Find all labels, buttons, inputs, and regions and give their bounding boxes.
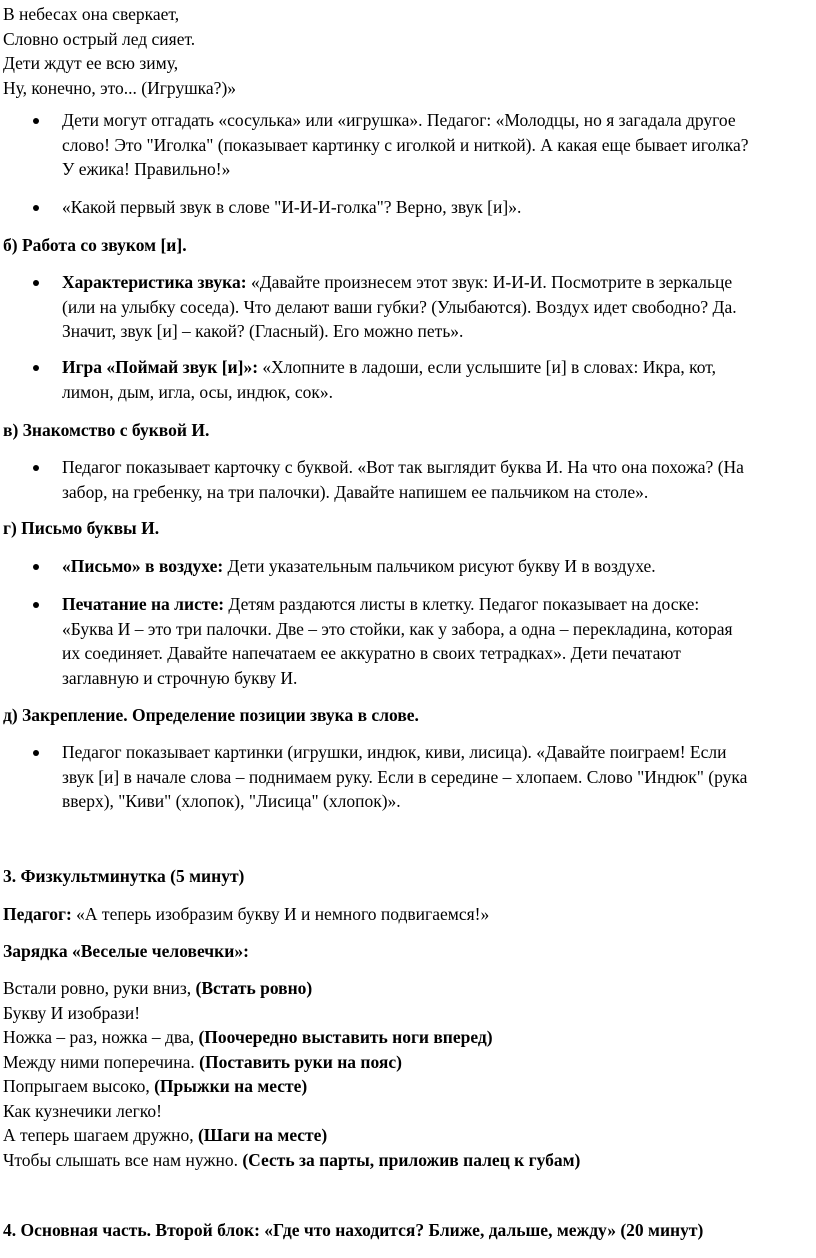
list-item-line [62,270,816,295]
list-item-line: Педагог показывает картинки (игрушки, индюк, киви, лисица). «Давайте поиграем! Если [62,742,727,762]
item-label: Печатание на листе: [62,594,225,614]
list-item [0,195,816,220]
rhyme-line [3,1123,580,1148]
exercise-heading: Зарядка «Веселые человечки»: [3,941,249,961]
list-item-line [62,592,816,617]
list-item-line: звук [и] в начале слова – поднимаем руку. Если в середине – хлопаем. Слово "Индюк" (рука [62,766,748,787]
list-item [0,270,816,344]
rhyme-line [3,1001,580,1026]
section-heading: 3. Физкультминутка (5 минут) [3,866,245,886]
teacher-line [3,902,489,927]
list-item-line: «Какой первый звук в слове "И-И-И-голка"? Верно, звук [и]». [62,197,522,217]
list-item-line: забор, на гребенку, на три палочки). Давайте напишем ее пальчиком на столе». [62,481,649,502]
list-item [0,355,816,404]
rhyme-text: Как кузнечики легко! [3,1100,162,1121]
bullet-list [0,270,816,344]
rhyme-text: Чтобы слышать все нам нужно. [3,1149,243,1170]
bullet-list [0,108,816,182]
list-item-line: лимон, дым, игла, осы, индюк, сок». [62,381,333,402]
list-item-line [62,355,816,380]
poem-line: В небесах она сверкает, [3,4,180,24]
section-heading: д) Закрепление. Определение позиции звука в слове. [3,705,419,725]
item-label: «Письмо» в воздухе: [62,556,224,576]
rhyme-note: (Поочередно выставить ноги вперед) [198,1027,493,1047]
rhyme-text: Букву И изобрази! [3,1002,141,1023]
list-item [0,108,816,182]
rhyme-line [3,976,580,1001]
rhyme-note: (Шаги на месте) [197,1125,328,1145]
rhyme-line [3,1148,580,1173]
list-item-line: «Буква И – это три палочки. Две – это стойки, как у забора, а одна – перекладина, которая [62,618,733,639]
rhyme-line [3,1074,580,1099]
riddle-poem [3,2,236,100]
list-item-line: (или на улыбку соседа). Что делают ваши губки? (Улыбаются). Воздух идет свободно? Да. [62,296,737,317]
list-item [0,554,816,579]
list-item [0,740,816,814]
list-item-line: Значит, звук [и] – какой? (Гласный). Его можно петь». [62,321,464,341]
item-text: Дети указательным пальчиком рисуют букву И в воздухе. [223,556,656,576]
rhyme-text: Попрыгаем высоко, [3,1076,155,1096]
list-item-line: слово! Это "Иголка" (показывает картинку с иголкой и ниткой). А какая еще бывает иголка? [62,134,749,155]
item-text: «Хлопните в ладоши, если услышите [и] в словах: Икра, кот, [258,357,716,377]
rhyme-line [3,1050,580,1075]
list-item [0,455,816,504]
rhyme-text: Встали ровно, руки вниз, [3,978,196,998]
list-item-line: вверх), "Киви" (хлопок), "Лисица" (хлопок)». [62,791,401,811]
rhyme-text: Между ними поперечина. [3,1051,200,1072]
item-label: Игра «Поймай звук [и]»: [62,357,259,377]
section-heading: г) Письмо буквы И. [3,518,160,538]
poem-line: Дети ждут ее всю зиму, [3,53,179,73]
list-item-line: Дети могут отгадать «сосулька» или «игрушка». Педагог: «Молодцы, но я загадала другое [62,110,736,130]
bullet-list [0,554,816,579]
rhyme-note: (Поставить руки на пояс) [199,1051,402,1072]
list-item-line: заглавную и строчную букву И. [62,667,298,688]
section-heading: 4. Основная часть. Второй блок: «Где что находится? Ближе, дальше, между» (20 минут) [3,1220,704,1240]
list-item [0,592,816,690]
teacher-label: Педагог: [3,904,72,924]
list-item-line: Педагог показывает карточку с буквой. «Вот так выглядит буква И. На что она похожа? (На [62,457,744,477]
poem-line: Ну, конечно, это... (Игрушка?)» [3,77,237,98]
bullet-list [0,740,816,814]
item-text: «Давайте произнесем этот звук: И-И-И. Посмотрите в зеркальце [246,272,733,292]
section-heading: б) Работа со звуком [и]. [3,235,187,255]
rhyme-text: А теперь шагаем дружно, [3,1125,198,1145]
rhyme-note: (Сесть за парты, приложив палец к губам) [242,1149,581,1170]
rhyme-line [3,1099,580,1124]
rhyme-line [3,1025,580,1050]
teacher-text: «А теперь изобразим букву И и немного подвигаемся!» [71,904,490,924]
list-item-line: их соединяет. Давайте напечатаем ее аккуратно в своих тетрадках». Дети печатают [62,643,681,663]
item-text: Детям раздаются листы в клетку. Педагог показывает на доске: [224,594,700,614]
poem-line: Словно острый лед сияет. [3,28,196,49]
list-item-line: У ежика! Правильно!» [62,159,231,179]
bullet-list [0,592,816,690]
bullet-list [0,355,816,404]
bullet-list [0,195,816,220]
rhyme-text: Ножка – раз, ножка – два, [3,1027,199,1047]
section-heading: в) Знакомство с буквой И. [3,420,210,440]
list-item-line [62,554,816,579]
exercise-rhyme [3,976,580,1172]
item-label: Характеристика звука: [62,272,247,292]
rhyme-note: (Прыжки на месте) [154,1076,308,1096]
bullet-list [0,455,816,504]
rhyme-note: (Встать ровно) [195,978,313,998]
